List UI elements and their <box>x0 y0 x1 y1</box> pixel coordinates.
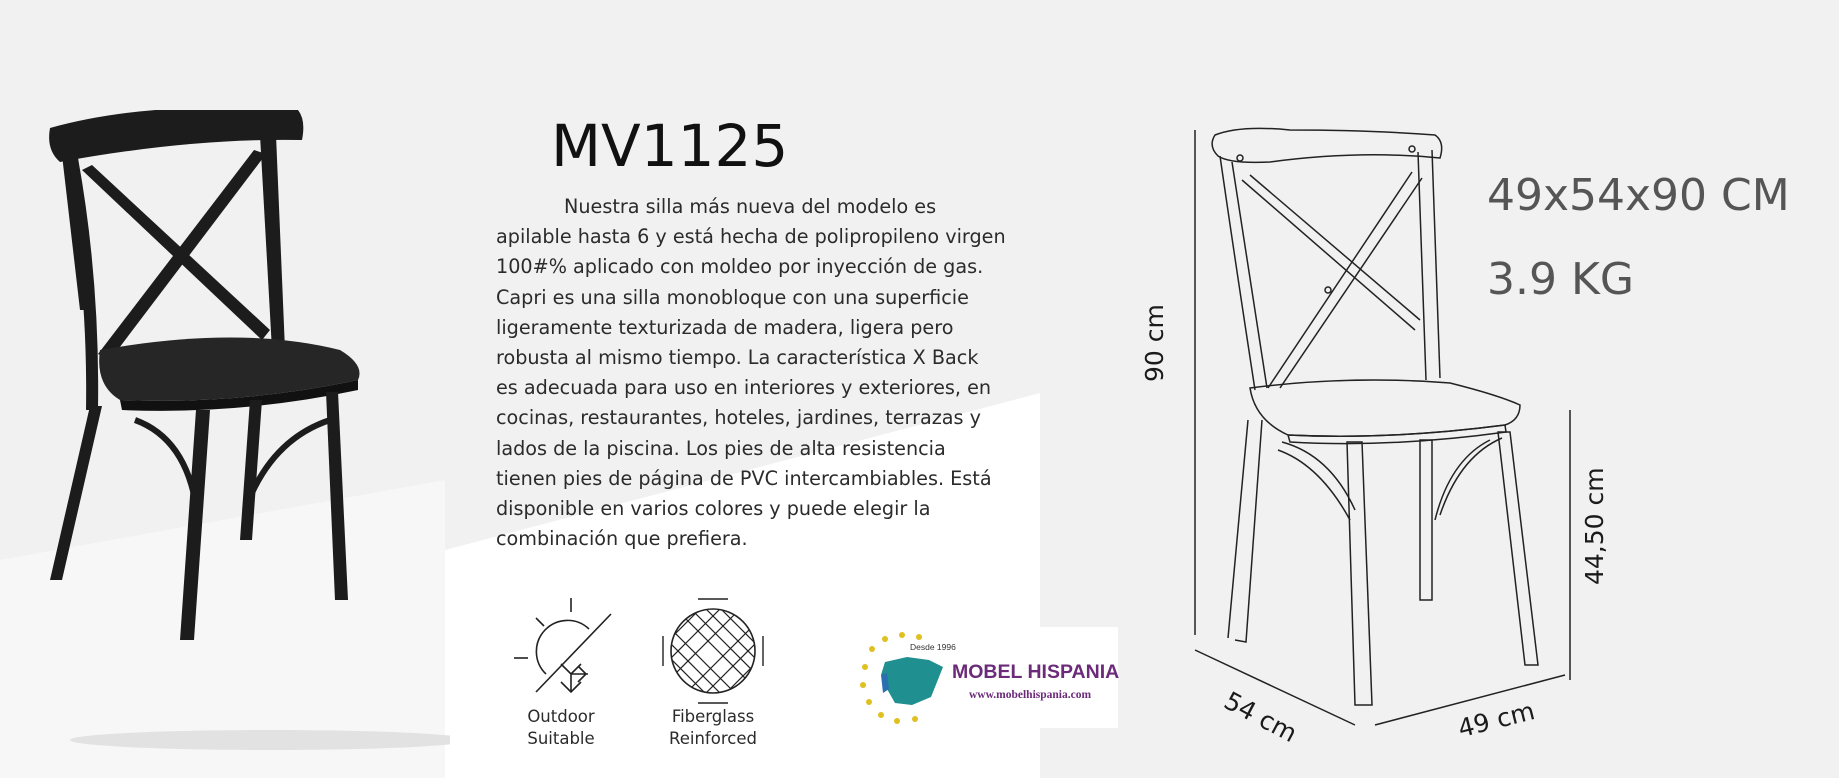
description-line: 100#% aplicado con moldeo por inyección de gas. <box>496 255 984 279</box>
fiberglass-mesh-icon <box>658 596 768 706</box>
logo-brand-name: MOBEL HISPANIA <box>952 661 1120 683</box>
product-photo-chair <box>40 110 450 760</box>
description-line: tienen pies de página de PVC intercambiables. Está <box>496 466 992 490</box>
feature-label: Suitable <box>527 729 595 748</box>
dim-depth-label: 54 cm <box>1219 686 1302 749</box>
spec-dimensions: 49x54x90 CM <box>1487 170 1790 221</box>
description-line: disponible en varios colores y puede elegir la <box>496 497 931 521</box>
logo-website: www.mobelhispania.com <box>969 689 1092 701</box>
description-line: Nuestra silla más nueva del modelo es <box>564 195 937 218</box>
description-line: robusta al mismo tiempo. La característica X Back <box>496 346 979 370</box>
feature-label: Outdoor <box>527 707 595 726</box>
description-line: combinación que prefiera. <box>496 527 748 551</box>
description-line: Capri es una silla monobloque con una superficie <box>496 285 969 309</box>
spec-weight: 3.9 KG <box>1487 254 1634 305</box>
brand-logo <box>857 627 1118 728</box>
feature-label: Fiberglass <box>671 707 755 726</box>
description-line: cocinas, restaurantes, hoteles, jardines, terrazas y <box>496 406 981 430</box>
dim-width-label: 49 cm <box>1455 696 1538 744</box>
product-model-title: MV1125 <box>551 112 789 180</box>
description-line: es adecuada para uso en interiores y exteriores, en <box>496 376 992 400</box>
feature-label: Reinforced <box>669 729 757 748</box>
feature-outdoor <box>496 596 626 750</box>
product-description <box>496 192 1036 554</box>
outdoor-sun-snow-icon <box>506 596 616 706</box>
description-line: lados de la piscina. Los pies de alta resistencia <box>496 436 946 460</box>
logo-since-text: Desde 1996 <box>910 642 956 652</box>
dim-seat-height-label: 44,50 cm <box>1580 467 1609 585</box>
feature-fiberglass <box>648 596 778 750</box>
dim-height-label: 90 cm <box>1140 304 1169 382</box>
description-line: apilable hasta 6 y está hecha de polipropileno virgen <box>496 225 1006 249</box>
description-line: ligeramente texturizada de madera, ligera pero <box>496 315 954 339</box>
